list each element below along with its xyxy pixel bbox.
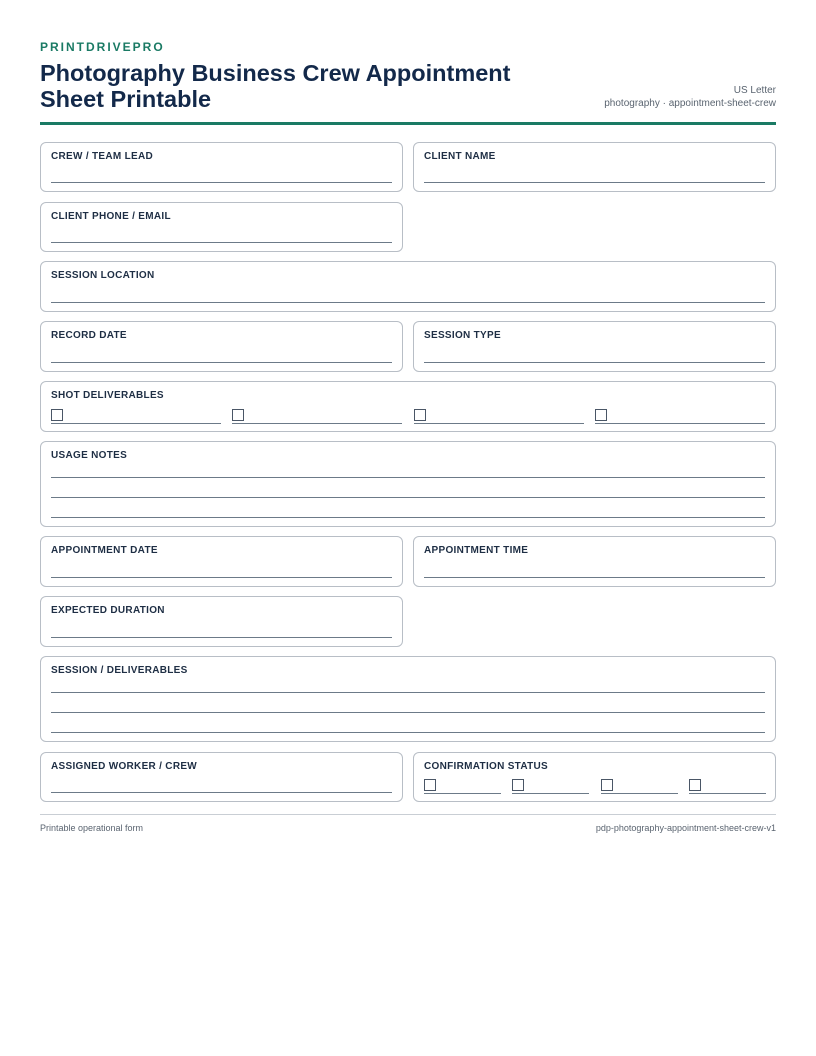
session-location-field[interactable] bbox=[51, 302, 765, 303]
brand-name: PRINTDRIVEPRO bbox=[40, 40, 165, 54]
header-rule bbox=[40, 122, 776, 125]
session-deliverables-line[interactable] bbox=[51, 692, 765, 693]
shot-deliverables-label: SHOT DELIVERABLES bbox=[51, 390, 164, 401]
client-phone-email-field[interactable] bbox=[51, 242, 392, 243]
crew-team-lead-field[interactable] bbox=[51, 182, 392, 183]
appointment-time-box bbox=[413, 536, 776, 587]
session-deliverables-line[interactable] bbox=[51, 732, 765, 733]
form-id: pdp-photography-appointment-sheet-crew-v1 bbox=[595, 823, 776, 833]
footer-rule bbox=[40, 814, 776, 815]
expected-duration-label: EXPECTED DURATION bbox=[51, 605, 165, 616]
record-date-label: RECORD DATE bbox=[51, 330, 127, 341]
option-write-line[interactable] bbox=[424, 793, 501, 794]
option-write-line[interactable] bbox=[512, 793, 589, 794]
session-type-field[interactable] bbox=[424, 362, 765, 363]
option-write-line[interactable] bbox=[51, 423, 221, 424]
usage-notes-label: USAGE NOTES bbox=[51, 450, 128, 461]
confirmation-status-label: CONFIRMATION STATUS bbox=[424, 761, 549, 772]
crew-team-lead-label: CREW / TEAM LEAD bbox=[51, 151, 154, 162]
confirmation-status-options bbox=[424, 779, 765, 794]
shot-deliverable-option bbox=[232, 409, 402, 423]
checkbox[interactable] bbox=[512, 779, 524, 791]
confirmation-option bbox=[424, 779, 501, 793]
assigned-worker-crew-box bbox=[40, 752, 403, 802]
usage-notes-line[interactable] bbox=[51, 497, 765, 498]
expected-duration-box bbox=[40, 596, 403, 647]
shot-deliverables-box bbox=[40, 381, 776, 432]
form-page bbox=[40, 40, 776, 125]
usage-notes-box bbox=[40, 441, 776, 527]
client-phone-email-label: CLIENT PHONE / EMAIL bbox=[51, 211, 171, 222]
appointment-time-label: APPOINTMENT TIME bbox=[424, 545, 529, 556]
checkbox[interactable] bbox=[232, 409, 244, 421]
usage-notes-line[interactable] bbox=[51, 517, 765, 518]
appointment-date-field[interactable] bbox=[51, 577, 392, 578]
form-tags: photography · appointment-sheet-crew bbox=[604, 98, 776, 109]
shot-deliverable-option bbox=[414, 409, 584, 423]
checkbox[interactable] bbox=[595, 409, 607, 421]
checkbox[interactable] bbox=[689, 779, 701, 791]
session-location-box bbox=[40, 261, 776, 312]
option-write-line[interactable] bbox=[232, 423, 402, 424]
option-write-line[interactable] bbox=[601, 793, 678, 794]
checkbox[interactable] bbox=[601, 779, 613, 791]
option-write-line[interactable] bbox=[689, 793, 766, 794]
session-deliverables-label: SESSION / DELIVERABLES bbox=[51, 665, 188, 676]
confirmation-option bbox=[601, 779, 678, 793]
shot-deliverable-option bbox=[595, 409, 765, 423]
client-name-field[interactable] bbox=[424, 182, 765, 183]
session-location-label: SESSION LOCATION bbox=[51, 270, 155, 281]
usage-notes-line[interactable] bbox=[51, 477, 765, 478]
session-deliverables-box bbox=[40, 656, 776, 742]
crew-team-lead-box bbox=[40, 142, 403, 192]
page-title: Photography Business Crew Appointment Sheet Printable bbox=[40, 60, 511, 112]
appointment-date-box bbox=[40, 536, 403, 587]
session-type-box bbox=[413, 321, 776, 372]
assigned-worker-crew-field[interactable] bbox=[51, 792, 392, 793]
appointment-time-field[interactable] bbox=[424, 577, 765, 578]
appointment-date-label: APPOINTMENT DATE bbox=[51, 545, 158, 556]
record-date-box bbox=[40, 321, 403, 372]
client-name-box bbox=[413, 142, 776, 192]
option-write-line[interactable] bbox=[595, 423, 765, 424]
paper-size: US Letter bbox=[733, 85, 776, 96]
expected-duration-field[interactable] bbox=[51, 637, 392, 638]
session-deliverables-line[interactable] bbox=[51, 712, 765, 713]
option-write-line[interactable] bbox=[414, 423, 584, 424]
header-meta bbox=[604, 84, 776, 110]
form-header bbox=[40, 40, 776, 125]
shot-deliverable-option bbox=[51, 409, 221, 423]
footer-note: Printable operational form bbox=[40, 823, 144, 833]
checkbox[interactable] bbox=[414, 409, 426, 421]
client-phone-email-box bbox=[40, 202, 403, 252]
record-date-field[interactable] bbox=[51, 362, 392, 363]
shot-deliverables-options bbox=[51, 409, 765, 424]
session-type-label: SESSION TYPE bbox=[424, 330, 501, 341]
assigned-worker-crew-label: ASSIGNED WORKER / CREW bbox=[51, 761, 198, 772]
checkbox[interactable] bbox=[51, 409, 63, 421]
confirmation-status-box bbox=[413, 752, 776, 802]
checkbox[interactable] bbox=[424, 779, 436, 791]
confirmation-option bbox=[689, 779, 766, 793]
client-name-label: CLIENT NAME bbox=[424, 151, 496, 162]
confirmation-option bbox=[512, 779, 589, 793]
